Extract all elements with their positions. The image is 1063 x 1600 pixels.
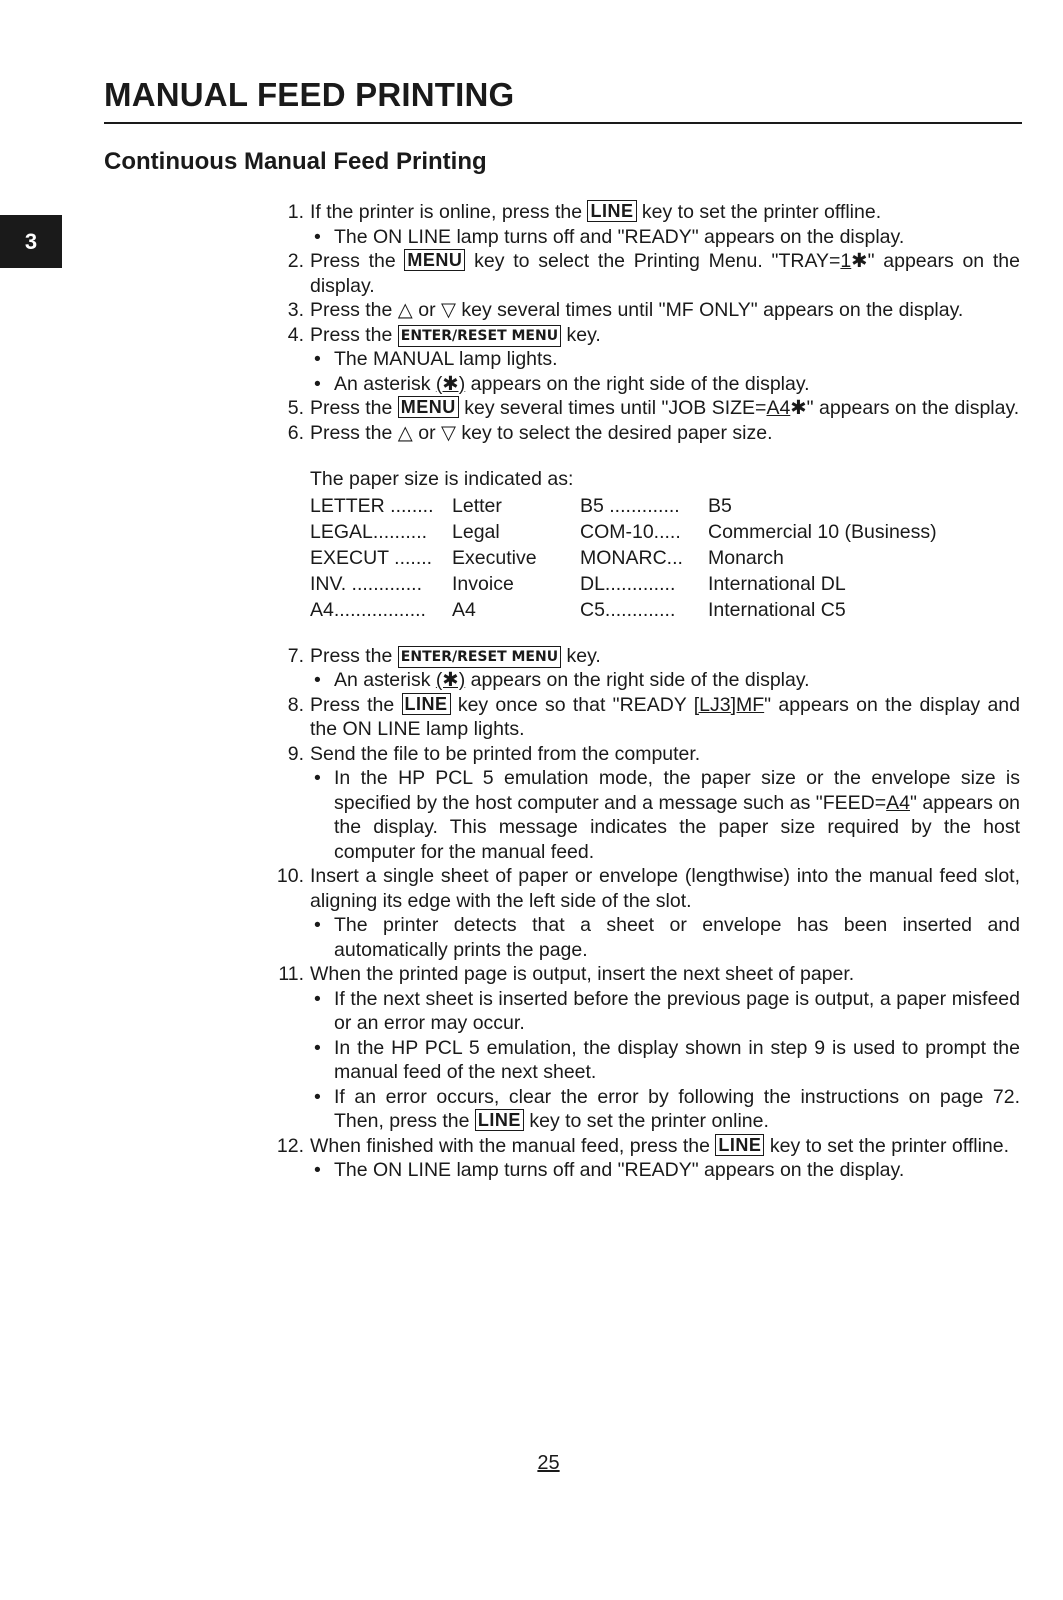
text-segment: Press the bbox=[310, 693, 395, 716]
step-text: When the printed page is output, insert the next sheet of paper. bbox=[310, 963, 855, 985]
step-1 bbox=[250, 200, 1020, 249]
asterisk-icon: (✱) bbox=[435, 669, 466, 691]
step-text: Insert a single sheet of paper or envelope (lengthwise) into the manual feed slot, aligning its edge with the left side of the slot. bbox=[310, 865, 1020, 912]
size-code: DL............. bbox=[580, 572, 676, 595]
step-5 bbox=[250, 396, 1020, 421]
bullet-item: • In the HP PCL 5 emulation, the display shown in step 9 is used to prompt the manual feed of the next sheet. bbox=[310, 1036, 1020, 1085]
text-segment: or bbox=[418, 421, 436, 444]
step-2 bbox=[250, 249, 1020, 298]
step-12 bbox=[250, 1134, 1020, 1183]
bullet-item bbox=[310, 1085, 1020, 1134]
text-segment: An asterisk bbox=[334, 372, 431, 395]
bullet-item: • The ON LINE lamp turns off and "READY" appears on the display. bbox=[310, 225, 1020, 250]
step-text bbox=[310, 298, 1020, 323]
size-name: A4 bbox=[452, 598, 476, 621]
text-segment: key several times until "MF ONLY" appears on the display. bbox=[461, 299, 964, 321]
text-segment: appears on the right side of the display. bbox=[470, 669, 810, 691]
size-name: Legal bbox=[452, 520, 500, 543]
line-key: LINE bbox=[402, 693, 451, 715]
step-number: 7. bbox=[287, 644, 304, 667]
chapter-tab: 3 bbox=[0, 215, 62, 268]
down-arrow-icon: ▽ bbox=[440, 299, 456, 321]
size-name: International C5 bbox=[708, 598, 846, 621]
size-name: Executive bbox=[452, 546, 537, 569]
step-number: 5. bbox=[287, 397, 304, 419]
step-number: 11. bbox=[278, 963, 304, 985]
up-arrow-icon: △ bbox=[397, 299, 413, 321]
text-segment: ✱" appears on the display. bbox=[790, 397, 1020, 419]
size-code: COM-10..... bbox=[580, 520, 681, 543]
step-text bbox=[310, 396, 1020, 421]
text-segment: In the HP PCL 5 emulation mode, the paper size or the envelope size is specified by the host computer and a message such as "FEED= bbox=[334, 767, 1020, 814]
size-code: EXECUT ....... bbox=[310, 546, 433, 569]
text-segment: key. bbox=[566, 323, 601, 346]
text-segment: An asterisk bbox=[334, 669, 431, 691]
size-name: International DL bbox=[708, 572, 846, 595]
text-segment: key to select the Printing Menu. "TRAY= bbox=[474, 250, 841, 272]
size-code: INV. ............. bbox=[310, 572, 422, 595]
step-text bbox=[310, 693, 1020, 742]
enter-reset-menu-key: ENTER/RESET MENU bbox=[398, 325, 561, 347]
enter-reset-menu-key: ENTER/RESET MENU bbox=[398, 646, 561, 668]
size-code: LETTER ........ bbox=[310, 494, 434, 517]
paper-size-row bbox=[310, 598, 937, 624]
text-segment: If an error occurs, clear the error by following the instructions on page 72. Then, press the bbox=[334, 1085, 1020, 1132]
page-title: MANUAL FEED PRINTING bbox=[104, 76, 515, 113]
bullet-item bbox=[310, 668, 1020, 693]
step-4 bbox=[250, 323, 1020, 397]
step-text bbox=[310, 323, 1020, 348]
paper-size-block bbox=[250, 467, 1020, 624]
paper-size-intro: The paper size is indicated as: bbox=[310, 468, 574, 490]
bullet-item: • The ON LINE lamp turns off and "READY" appears on the display. bbox=[310, 1158, 1020, 1183]
paper-size-table bbox=[310, 494, 937, 624]
step-number: 10. bbox=[276, 865, 304, 887]
down-arrow-icon: ▽ bbox=[440, 421, 456, 444]
size-code: MONARC... bbox=[580, 546, 683, 569]
text-segment: key to set the printer online. bbox=[529, 1110, 769, 1132]
size-code: C5............. bbox=[580, 598, 676, 621]
menu-key: MENU bbox=[404, 249, 465, 271]
paper-size-row bbox=[310, 572, 937, 598]
step-text bbox=[310, 421, 1020, 446]
text-segment: If the printer is online, press the bbox=[310, 201, 583, 223]
step-number: 4. bbox=[287, 323, 304, 346]
underlined-value: [LJ3]MF bbox=[693, 693, 765, 716]
text-segment: or bbox=[418, 299, 436, 321]
text-segment: key to set the printer offline. bbox=[641, 201, 882, 223]
text-segment: appears on the right side of the display. bbox=[470, 372, 810, 395]
line-key: LINE bbox=[587, 200, 636, 222]
step-8 bbox=[250, 693, 1020, 742]
paper-size-row bbox=[310, 546, 937, 572]
page-number: 25 bbox=[537, 1452, 560, 1474]
bullet-item: • The printer detects that a sheet or envelope has been inserted and automatically prints the page. bbox=[310, 913, 1020, 962]
asterisk-icon: (✱) bbox=[435, 372, 466, 395]
step-text bbox=[310, 249, 1020, 298]
text-segment: key. bbox=[566, 644, 601, 667]
text-segment: Press the bbox=[310, 397, 393, 419]
step-7 bbox=[250, 644, 1020, 693]
size-name: Letter bbox=[452, 494, 502, 517]
text-segment: key several times until "JOB SIZE= bbox=[464, 397, 767, 419]
paper-size-row bbox=[310, 494, 937, 520]
size-name: Invoice bbox=[452, 572, 514, 595]
text-segment: Press the bbox=[310, 250, 396, 272]
underlined-value: A4 bbox=[886, 791, 910, 814]
step-9 bbox=[250, 742, 1020, 865]
step-number: 12. bbox=[276, 1134, 304, 1157]
step-number: 8. bbox=[287, 693, 304, 716]
text-segment: Press the bbox=[310, 421, 393, 444]
step-text bbox=[310, 200, 1020, 225]
size-code: B5 ............. bbox=[580, 494, 680, 517]
text-segment: key to select the desired paper size. bbox=[461, 421, 773, 444]
text-segment: When finished with the manual feed, press the bbox=[310, 1134, 710, 1157]
step-number: 6. bbox=[287, 421, 304, 444]
step-3 bbox=[250, 298, 1020, 323]
up-arrow-icon: △ bbox=[397, 421, 413, 444]
bullet-item: • If the next sheet is inserted before the previous page is output, a paper misfeed or an error may occur. bbox=[310, 987, 1020, 1036]
step-6 bbox=[250, 421, 1020, 446]
text-segment: " appears on the display and the ON LINE lamp lights. bbox=[310, 693, 1020, 740]
text-segment: " appears on the display. This message indicates the paper size required by the host computer for the manual feed. bbox=[334, 791, 1021, 863]
size-code: LEGAL.......... bbox=[310, 520, 428, 543]
size-code: A4................. bbox=[310, 598, 426, 621]
step-10 bbox=[250, 864, 1020, 962]
text-segment: Press the bbox=[310, 644, 393, 667]
steps-list bbox=[250, 200, 1020, 1183]
underlined-value: 1 bbox=[840, 250, 852, 272]
step-text bbox=[310, 644, 1020, 669]
size-name: Monarch bbox=[708, 546, 784, 569]
underlined-value: A4 bbox=[766, 397, 791, 419]
section-heading: Continuous Manual Feed Printing bbox=[104, 148, 487, 175]
step-number: 2. bbox=[287, 250, 304, 272]
size-name: Commercial 10 (Business) bbox=[708, 520, 937, 543]
text-segment: key once so that "READY bbox=[457, 693, 687, 716]
text-segment: Press the bbox=[310, 299, 393, 321]
text-segment: Press the bbox=[310, 323, 393, 346]
text-segment: ✱" appears on the display. bbox=[310, 250, 1020, 297]
step-number: 9. bbox=[287, 742, 304, 765]
title-rule bbox=[104, 122, 1022, 124]
text-segment: key to set the printer offline. bbox=[769, 1134, 1010, 1157]
step-11 bbox=[250, 962, 1020, 1134]
line-key: LINE bbox=[475, 1109, 524, 1131]
step-number: 3. bbox=[287, 299, 304, 321]
paper-size-row bbox=[310, 520, 937, 546]
line-key: LINE bbox=[715, 1134, 764, 1156]
step-number: 1. bbox=[287, 201, 304, 223]
step-text bbox=[310, 1134, 1020, 1159]
step-text: Send the file to be printed from the computer. bbox=[310, 742, 701, 765]
bullet-item bbox=[310, 372, 1020, 397]
bullet-item bbox=[310, 766, 1020, 864]
bullet-item: • The MANUAL lamp lights. bbox=[310, 347, 1020, 372]
size-name: B5 bbox=[708, 494, 732, 517]
menu-key: MENU bbox=[398, 396, 459, 418]
